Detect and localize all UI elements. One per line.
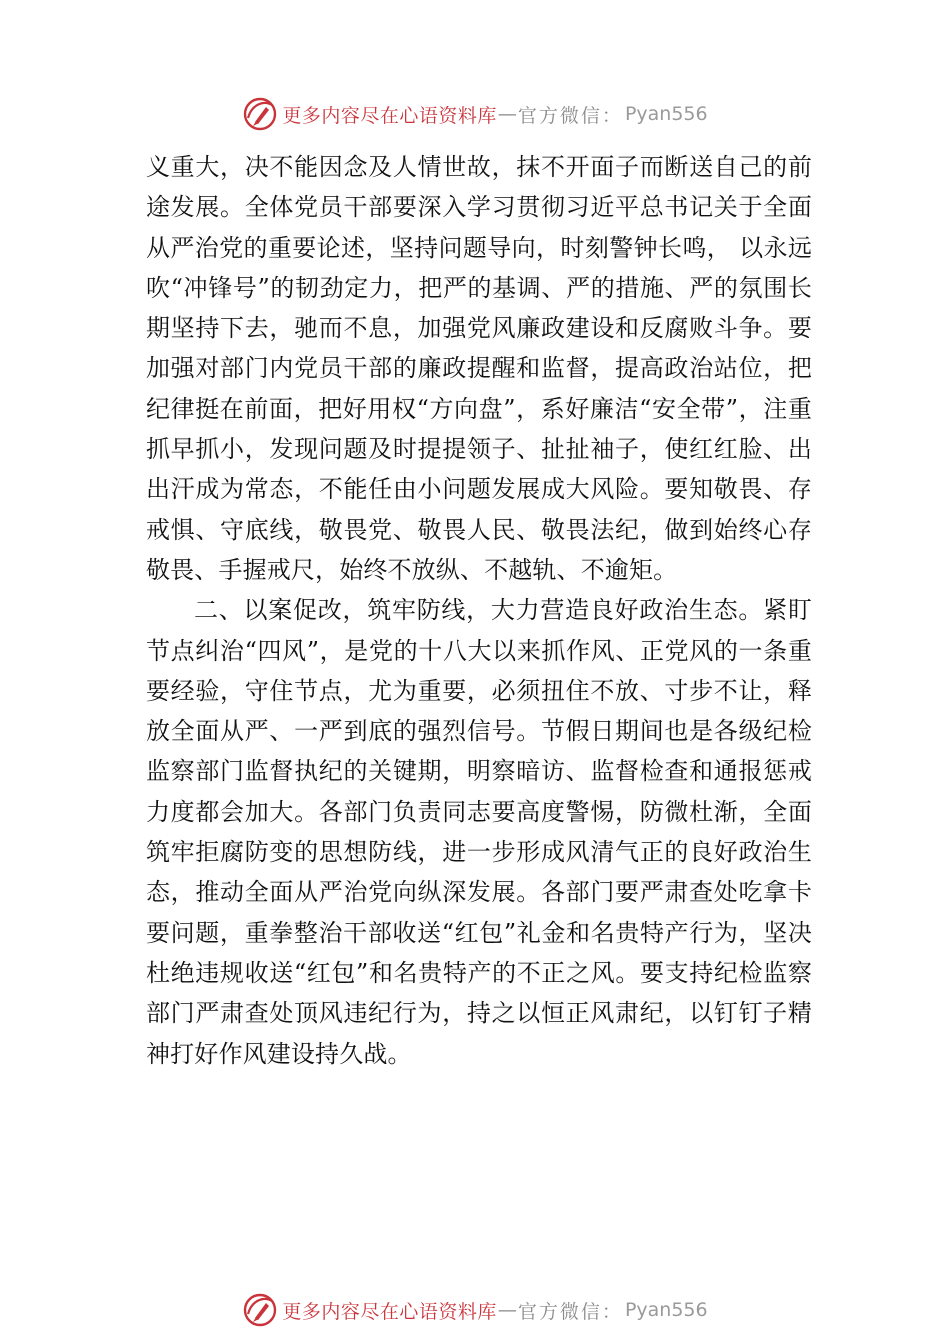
banner-wechat-id: Pyan556: [624, 103, 708, 125]
banner-wechat-label: 官方微信：: [517, 1300, 623, 1323]
banner-wechat-id: Pyan556: [624, 1299, 708, 1321]
document-body: [146, 147, 812, 1074]
banner-wechat-label: 官方微信：: [517, 104, 623, 127]
header-banner: [0, 94, 950, 134]
pen-nib-circle-icon: [242, 1292, 278, 1328]
footer-banner: [0, 1290, 950, 1330]
banner-dash: —: [497, 103, 517, 125]
pen-nib-circle-icon: [242, 96, 278, 132]
banner-title: 更多内容尽在心语资料库: [282, 1300, 497, 1323]
banner-title: 更多内容尽在心语资料库: [282, 104, 497, 127]
paragraph-1: 义重大，决不能因念及人情世故，抹不开面子而断送自己的前途发展。全体党员干部要深入学习贯彻习近平总书记关于全面从严治党的重要论述，坚持问题导向，时刻警钟长鸣， 以永远吹“冲锋号”的韧劲定力，把严的基调、严的措施、严的氛围长期坚持下去，驰而不息，加强党风廉政建设和反腐败斗争。要加强对部门内党员干部的廉政提醒和监督，提高政治站位，把纪律挺在前面，把好用权“方向盘”，系好廉洁“安全带”，注重抓早抓小，发现问题及时提提领子、扯扯袖子，使红红脸、出出汗成为常态，不能任由小问题发展成大风险。要知敬畏、存戒惧、守底线，敬畏党、敬畏人民、敬畏法纪，做到始终心存敬畏、手握戒尺，始终不放纵、不越轨、不逾矩。: [146, 153, 812, 584]
paragraph-2: 二、以案促改，筑牢防线，大力营造良好政治生态。紧盯节点纠治“四风”，是党的十八大以来抓作风、正党风的一条重要经验，守住节点，尤为重要，必须扭住不放、寸步不让，释放全面从严、一严到底的强烈信号。节假日期间也是各级纪检监察部门监督执纪的关键期，明察暗访、监督检查和通报惩戒力度都会加大。各部门负责同志要高度警惕，防微杜渐，全面筑牢拒腐防变的思想防线，进一步形成风清气正的良好政治生态，推动全面从严治党向纵深发展。各部门要严肃查处吃拿卡要问题，重拳整治干部收送“红包”礼金和名贵特产行为，坚决杜绝违规收送“红包”和名贵特产的不正之风。要支持纪检监察部门严肃查处顶风违纪行为，持之以恒正风肃纪，以钉钉子精神打好作风建设持久战。: [146, 596, 812, 1068]
banner-dash: —: [497, 1299, 517, 1321]
